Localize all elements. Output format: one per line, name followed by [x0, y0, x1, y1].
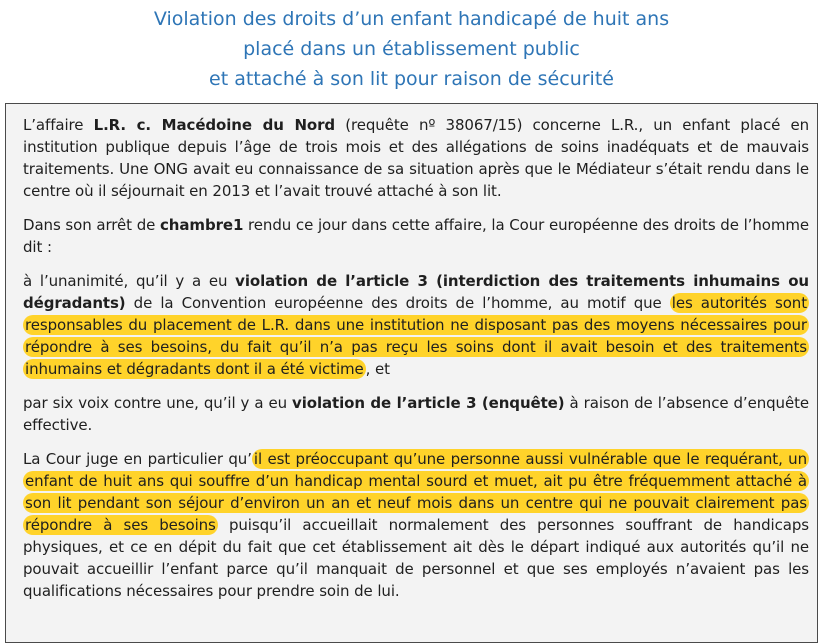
paragraph-case	[23, 114, 809, 202]
text: rendu ce jour dans cette affaire, la Cour européenne des droits de l’homme dit :	[23, 216, 809, 256]
text: par six voix contre une, qu’il y a eu	[23, 394, 293, 412]
text: à l’unanimité, qu’il y a eu	[23, 272, 236, 290]
chamber-label: chambre1	[160, 216, 244, 234]
text: La Cour juge en particulier qu’	[23, 450, 252, 468]
highlighted-text: les autorités sont responsables du placement de L.R. dans une institution ne disposant pas des moyens nécessaires pour répondre à ses besoins, du fait qu’il n’a pas reçu les soins dont il avait besoin et des traitements inhumains et dégradants dont il a été victime	[25, 294, 807, 378]
paragraph-violation-investigation	[23, 392, 809, 436]
paragraph-judgment-intro	[23, 214, 809, 258]
text: de la Convention européenne des droits de l’homme, au motif que	[125, 294, 670, 312]
summary-content	[23, 114, 809, 614]
paragraph-violation-treatment	[23, 270, 809, 380]
title-line-1: Violation des droits d’un enfant handicapé de huit ans	[153, 8, 670, 30]
case-name: L.R. c. Macédoine du Nord	[93, 116, 336, 134]
text: puisqu’il accueillait normalement des personnes souffrant de handicaps physiques, et ce en dépit du fait que cet établissement ait dès le départ indiqué aux autorités qu’il ne pouvait accueillir l’enfant parce qu’il manquait de personnel et que ses employés n’avaient pas les qualifications nécessaires pour prendre soin de lui.	[23, 516, 809, 600]
title-line-3: et attaché à son lit pour raison de sécurité	[209, 68, 614, 90]
summary-box	[5, 103, 818, 643]
text: L’affaire	[23, 116, 94, 134]
article-3-treatment: violation de l’article 3 (interdiction des traitements inhumains ou dégradants)	[23, 272, 809, 312]
text: Dans son arrêt de	[23, 216, 161, 234]
text: à raison de l’absence d’enquête effective.	[23, 394, 809, 434]
paragraph-court-finding	[23, 448, 809, 602]
highlighted-text: il est préoccupant qu’une personne aussi vulnérable que le requérant, un enfant de huit ans qui souffre d’un handicap mental sourd et muet, ait pu être fréquemment attaché à son lit pendant son séjour d’environ un an et neuf mois dans un centre qui ne pouvait clairement pas répondre à ses besoins	[25, 450, 807, 534]
text: , et	[365, 360, 390, 378]
title-line-2: placé dans un établissement public	[243, 38, 580, 60]
document-title	[0, 4, 823, 94]
article-3-investigation: violation de l’article 3 (enquête)	[292, 394, 565, 412]
text: (requête nº 38067/15) concerne L.R., un enfant placé en institution publique depuis l’âge de trois mois et des allégations de soins inadéquats et de mauvais traitements. Une ONG avait eu connaissance de sa situation après que le Médiateur s’était rendu dans le centre où il séjournait en 2013 et l’avait trouvé attaché à son lit.	[23, 116, 810, 200]
